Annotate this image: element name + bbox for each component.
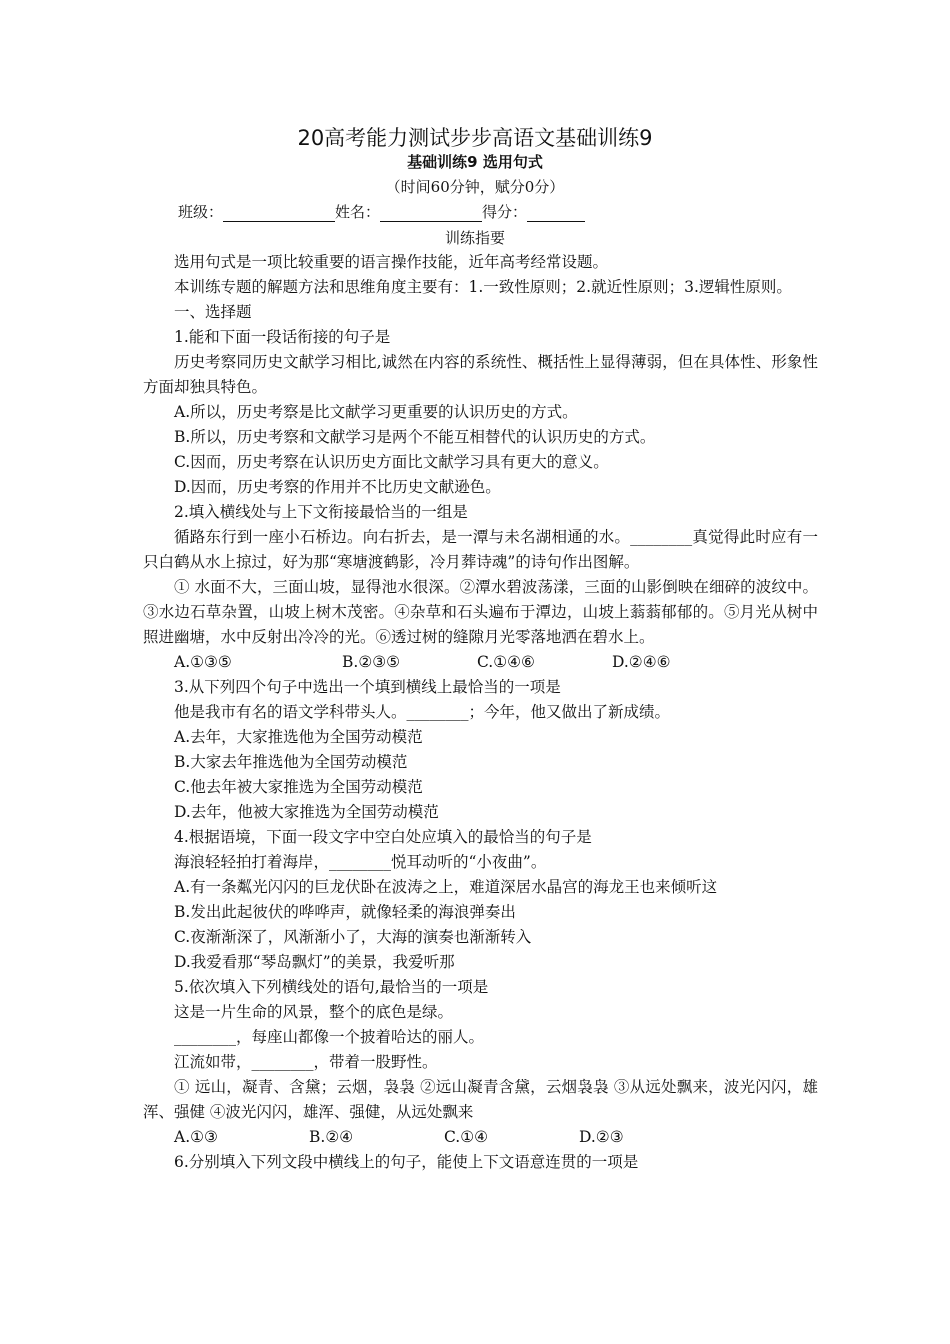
option-b: B.②④ bbox=[309, 1128, 354, 1146]
document-body bbox=[143, 250, 818, 1175]
document-subtitle: 基础训练9 选用句式 bbox=[407, 153, 543, 171]
option-c: C.因而，历史考察在认识历史方面比文献学习具有更大的意义。 bbox=[174, 453, 609, 471]
document-title: 20高考能力测试步步高语文基础训练9 bbox=[297, 126, 653, 150]
option-c: C.他去年被大家推选为全国劳动模范 bbox=[174, 778, 423, 796]
option-d: D.去年，他被大家推选为全国劳动模范 bbox=[174, 803, 439, 821]
time-note: （时间60分钟，赋分0分） bbox=[385, 178, 565, 196]
question-stem: 1.能和下面一段话衔接的句子是 bbox=[174, 328, 391, 346]
question-passage: 历史考察同历史文献学习相比,诚然在内容的系统性、概括性上显得薄弱，但在具体性、形象性方面却独具特色。 bbox=[143, 353, 818, 396]
question-passage: 他是我市有名的语文学科带头人。________；今年，他又做出了新成绩。 bbox=[174, 703, 671, 721]
option-a: A.所以，历史考察是比文献学习更重要的认识历史的方式。 bbox=[174, 403, 578, 421]
option-c: C.①④ bbox=[444, 1128, 489, 1146]
option-d: D.我爱看那“琴岛飘灯”的美景，我爱听那 bbox=[174, 953, 455, 971]
option-b: B.②③⑤ bbox=[342, 653, 401, 671]
option-a: A.①③⑤ bbox=[174, 653, 232, 671]
guide-paragraph: 选用句式是一项比较重要的语言操作技能，近年高考经常设题。 bbox=[174, 253, 609, 271]
option-d: D.②④⑥ bbox=[612, 653, 671, 671]
score-blank[interactable] bbox=[527, 204, 585, 222]
question-stem: 3.从下列四个句子中选出一个填到横线上最恰当的一项是 bbox=[174, 678, 561, 696]
score-label: 得分： bbox=[482, 203, 528, 221]
question-stem: 2.填入横线处与上下文衔接最恰当的一组是 bbox=[174, 503, 468, 521]
question-passage: 江流如带，________，带着一股野性。 bbox=[174, 1053, 438, 1071]
options-row bbox=[143, 650, 818, 675]
option-c: C.夜渐渐深了，风渐渐小了，大海的演奏也渐渐转入 bbox=[174, 928, 532, 946]
name-label: 姓名： bbox=[335, 203, 381, 221]
option-b: B.发出此起彼伏的哗哗声，就像轻柔的海浪弹奏出 bbox=[174, 903, 516, 921]
class-blank[interactable] bbox=[223, 204, 335, 222]
question-passage: 海浪轻轻拍打着海岸，________悦耳动听的“小夜曲”。 bbox=[174, 853, 547, 871]
section-heading: 一、选择题 bbox=[174, 303, 252, 321]
question-items: ① 水面不大，三面山坡，显得池水很深。②潭水碧波荡漾，三面的山影倒映在细碎的波纹中。③水边石草杂置，山坡上树木茂密。④杂草和石头遍布于潭边，山坡上蓊蓊郁郁的。⑤月光从树中照进幽塘，水中反射出冷冷的光。⑥透过树的缝隙月光零落地洒在碧水上。 bbox=[143, 578, 818, 646]
option-a: A.有一条粼光闪闪的巨龙伏卧在波涛之上，难道深居水晶宫的海龙王也来倾听这 bbox=[174, 878, 718, 896]
question-stem: 5.依次填入下列横线处的语句,最恰当的一项是 bbox=[174, 978, 489, 996]
question-items: ① 远山，凝青、含黛；云烟，袅袅 ②远山凝青含黛，云烟袅袅 ③从远处飘来，波光闪闪，雄浑、强健 ④波光闪闪，雄浑、强健，从远处飘来 bbox=[143, 1078, 818, 1121]
option-c: C.①④⑥ bbox=[477, 653, 535, 671]
guide-paragraph: 本训练专题的解题方法和思维角度主要有：1.一致性原则；2.就近性原则；3.逻辑性原则。 bbox=[174, 278, 792, 296]
question-stem: 6.分别填入下列文段中横线上的句子，能使上下文语意连贯的一项是 bbox=[174, 1153, 639, 1171]
question-stem: 4.根据语境，下面一段文字中空白处应填入的最恰当的句子是 bbox=[174, 828, 592, 846]
option-a: A.去年，大家推选他为全国劳动模范 bbox=[174, 728, 423, 746]
question-passage: ________，每座山都像一个披着哈达的丽人。 bbox=[174, 1028, 485, 1046]
guide-heading: 训练指要 bbox=[444, 229, 505, 247]
student-info-line bbox=[178, 201, 585, 222]
option-d: D.②③ bbox=[579, 1128, 624, 1146]
option-d: D.因而，历史考察的作用并不比历史文献逊色。 bbox=[174, 478, 501, 496]
option-a: A.①③ bbox=[174, 1128, 218, 1146]
name-blank[interactable] bbox=[380, 204, 482, 222]
options-row bbox=[143, 1125, 818, 1150]
option-b: B.大家去年推选他为全国劳动模范 bbox=[174, 753, 408, 771]
question-passage: 这是一片生命的风景，整个的底色是绿。 bbox=[174, 1003, 454, 1021]
class-label: 班级： bbox=[178, 203, 224, 221]
question-passage: 循路东行到一座小石桥边。向右折去，是一潭与未名湖相通的水。________真觉得此时应有一只白鹤从水上掠过，好为那“寒塘渡鹤影，冷月葬诗魂”的诗句作出图解。 bbox=[143, 528, 818, 571]
option-b: B.所以，历史考察和文献学习是两个不能互相替代的认识历史的方式。 bbox=[174, 428, 656, 446]
